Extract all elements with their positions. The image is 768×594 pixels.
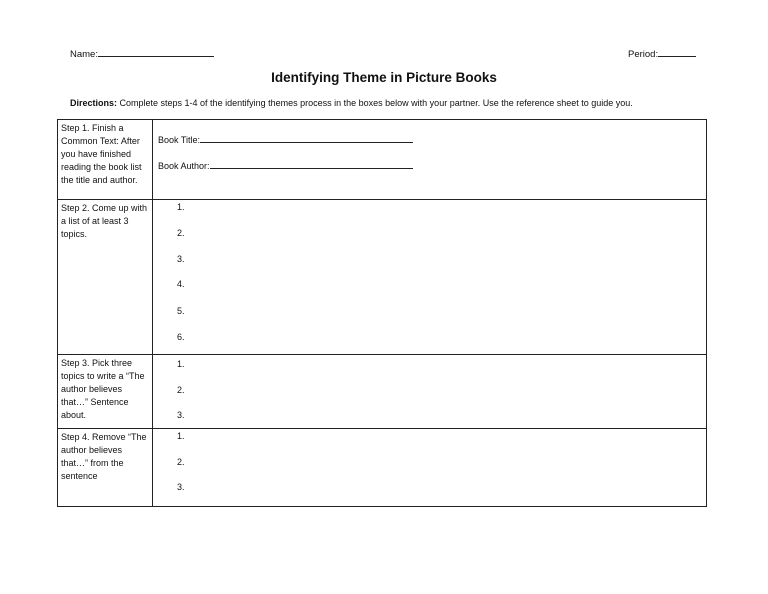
name-blank-line[interactable] <box>98 48 214 57</box>
steps-table <box>57 119 707 507</box>
sentence-number: 1. <box>177 359 185 369</box>
book-author-label: Book Author: <box>158 161 210 171</box>
directions-text: Complete steps 1-4 of the identifying themes process in the boxes below with your partner. Use the reference sheet to guide you. <box>117 98 633 108</box>
sentence-number: 3. <box>177 410 185 420</box>
book-title-label: Book Title: <box>158 135 201 145</box>
step-row-1 <box>58 120 707 200</box>
step-4-label: Step 4. Remove “The author believes that…” from the sentence <box>58 429 153 507</box>
step-row-3 <box>58 355 707 429</box>
sentence-number: 2. <box>177 385 185 395</box>
step-3-content[interactable] <box>153 355 707 429</box>
topic-number: 6. <box>177 332 185 342</box>
step-2-content[interactable] <box>153 200 707 355</box>
step-2-label: Step 2. Come up with a list of at least 3 topics. <box>58 200 153 355</box>
book-title-field <box>158 134 413 145</box>
period-blank-line[interactable] <box>658 48 696 57</box>
book-author-line[interactable] <box>210 160 413 169</box>
period-field <box>628 48 696 60</box>
step-1-label: Step 1. Finish a Common Text: After you have finished reading the book list the title and author. <box>58 120 153 200</box>
book-title-line[interactable] <box>200 134 413 143</box>
period-label: Period: <box>628 49 659 60</box>
theme-number: 2. <box>177 457 185 467</box>
theme-number: 3. <box>177 482 185 492</box>
topic-number: 2. <box>177 228 185 238</box>
page-title: Identifying Theme in Picture Books <box>271 70 497 85</box>
name-field <box>70 48 214 60</box>
theme-number: 1. <box>177 431 185 441</box>
step-3-label: Step 3. Pick three topics to write a “The author believes that…” Sentence about. <box>58 355 153 429</box>
directions-label: Directions: <box>70 98 118 108</box>
name-label: Name: <box>70 49 98 60</box>
topic-number: 1. <box>177 202 185 212</box>
topic-number: 5. <box>177 306 185 316</box>
step-1-content <box>153 120 707 200</box>
topic-number: 3. <box>177 254 185 264</box>
book-author-field <box>158 160 413 171</box>
step-4-content[interactable] <box>153 429 707 507</box>
directions <box>70 98 633 108</box>
step-row-4 <box>58 429 707 507</box>
step-row-2 <box>58 200 707 355</box>
topic-number: 4. <box>177 279 185 289</box>
